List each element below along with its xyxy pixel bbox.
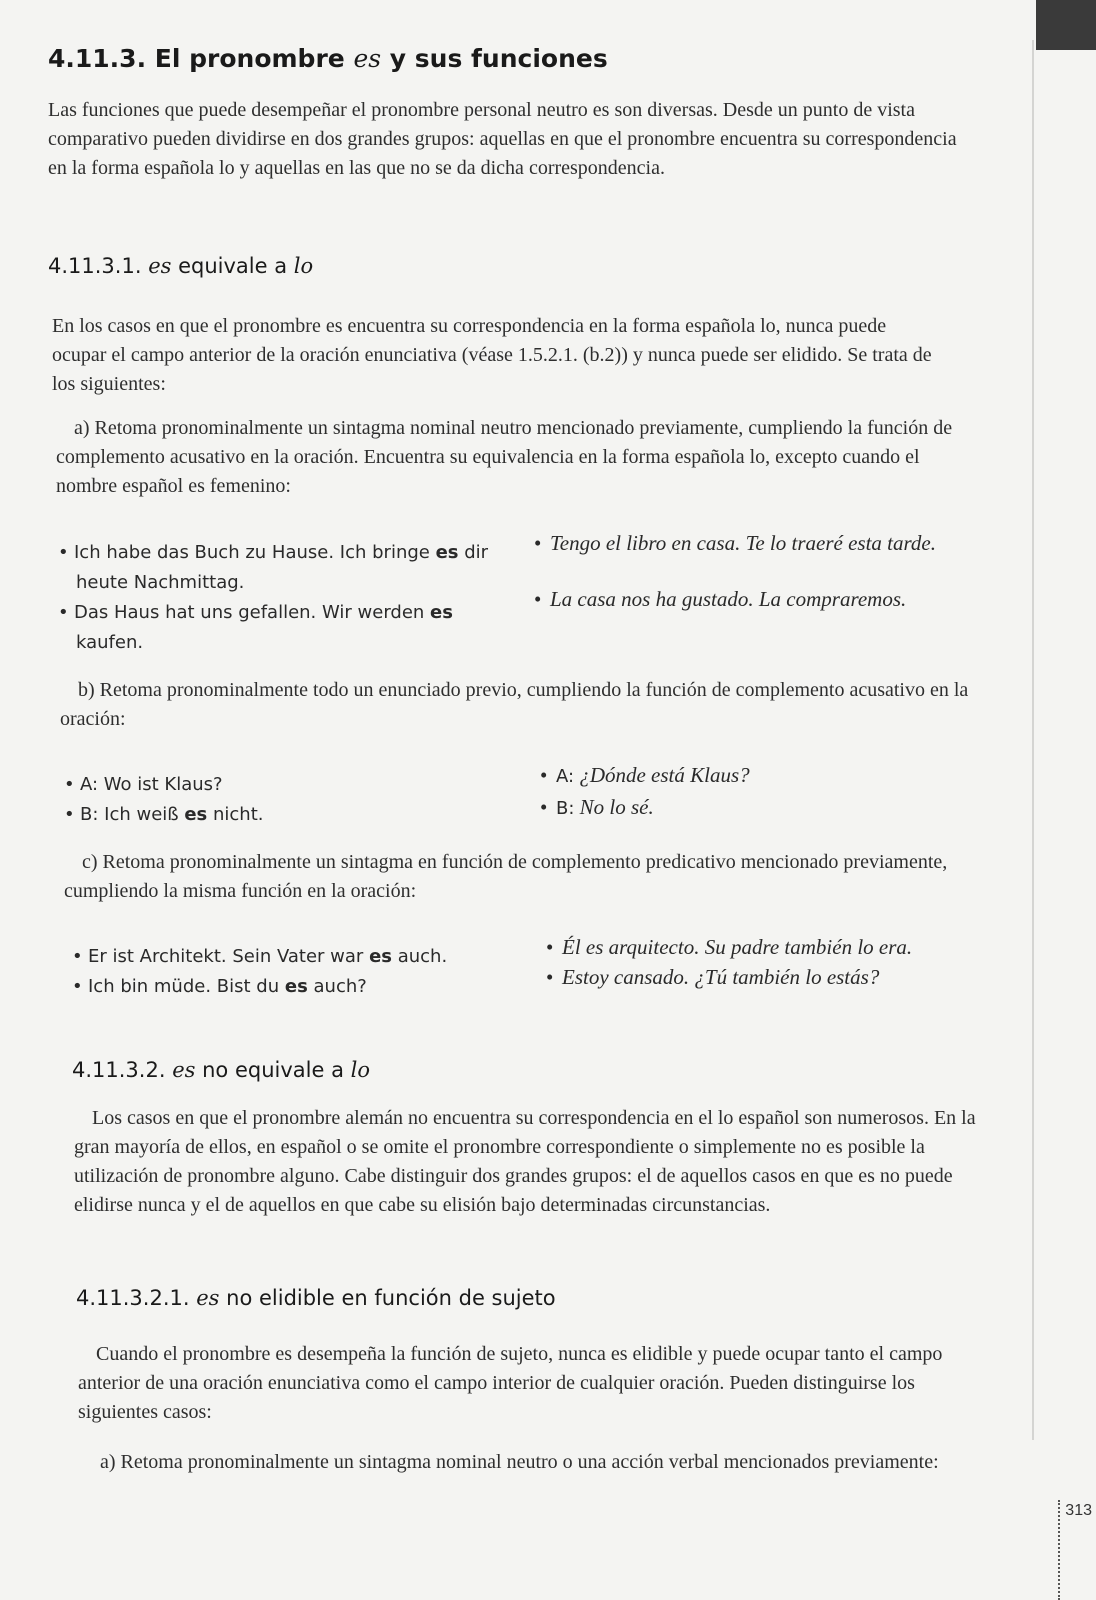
- paragraph-3: Cuando el pronombre es desempeña la función de sujeto, nunca es elidible y puede ocupar tanto el campo anterior de una oración enunciativa como el campo interior de cualquier oración. Pueden distinguirse los siguientes casos:: [78, 1343, 943, 1423]
- paragraph-2: Los casos en que el pronombre alemán no encuentra su correspondencia en el lo español son numerosos. En la gran mayoría de ellos, en español o se omite el pronombre correspondiente o simplemente no es posible la utilización de pronombre alguno. Cabe distinguir dos grandes grupos: el de aquellos casos en que es no puede elidirse nunca y el de aquellos en que cabe su elisión bajo determinadas circunstancias.: [74, 1107, 976, 1216]
- section-heading: 4.11.3. El pronombre es y sus funciones: [48, 44, 608, 73]
- paragraph-4: a) Retoma pronominalmente un sintagma nominal neutro o una acción verbal mencionados previamente:: [100, 1451, 939, 1473]
- binding-line: [1032, 40, 1034, 1440]
- example-c-german: • Er ist Architekt. Sein Vater war es auch. • Ich bin müde. Bist du es auch?: [72, 946, 448, 997]
- example-b-german: • A: Wo ist Klaus? • B: Ich weiß es nicht.: [64, 774, 264, 825]
- subsection-heading-1: 4.11.3.1. es equivale a lo: [48, 254, 314, 278]
- example-a-german: • Ich habe das Buch zu Hause. Ich bringe es dir heute Nachmittag. • Das Haus hat uns gefallen. Wir werden es kaufen.: [58, 542, 489, 653]
- example-a-spanish: • Tengo el libro en casa. Te lo traeré esta tarde. • La casa nos ha gustado. La compraremos.: [534, 531, 936, 611]
- page-edge-shadow: [1036, 0, 1096, 50]
- paragraph-b: b) Retoma pronominalmente todo un enunciado previo, cumpliendo la función de complemento acusativo en la oración:: [60, 679, 969, 730]
- paragraph-c: c) Retoma pronominalmente un sintagma en función de complemento predicativo mencionado previamente, cumpliendo la misma función en la oración:: [64, 851, 948, 902]
- example-b-spanish: • A: ¿Dónde está Klaus? • B: No lo sé.: [540, 763, 750, 819]
- subsection-heading-2: 4.11.3.2. es no equivale a lo: [72, 1058, 370, 1082]
- intro-paragraph: Las funciones que puede desempeñar el pronombre personal neutro es son diversas. Desde un punto de vista comparativo pueden dividirse en dos grandes grupos: aquellas en que el pronombre encuentra su correspondencia en la forma española lo y aquellas en las que no se da dicha correspondencia.: [48, 99, 957, 179]
- paragraph-1: En los casos en que el pronombre es encuentra su correspondencia en la forma española lo, nunca puede ocupar el campo anterior de la oración enunciativa (véase 1.5.2.1. (b.2)) y nunca puede ser elidido. Se trata de los siguientes:: [52, 315, 932, 395]
- page-number: 313: [1065, 1502, 1092, 1519]
- subsection-heading-3: 4.11.3.2.1. es no elidible en función de sujeto: [76, 1286, 556, 1310]
- margin-dotted-line: [1058, 1500, 1062, 1600]
- paragraph-a: a) Retoma pronominalmente un sintagma nominal neutro mencionado previamente, cumpliendo la función de complemento acusativo en la oración. Encuentra su equivalencia en la forma española lo, excepto cuando el nombre español es femenino:: [56, 417, 953, 497]
- example-c-spanish: • Él es arquitecto. Su padre también lo era. • Estoy cansado. ¿Tú también lo estás?: [546, 935, 913, 989]
